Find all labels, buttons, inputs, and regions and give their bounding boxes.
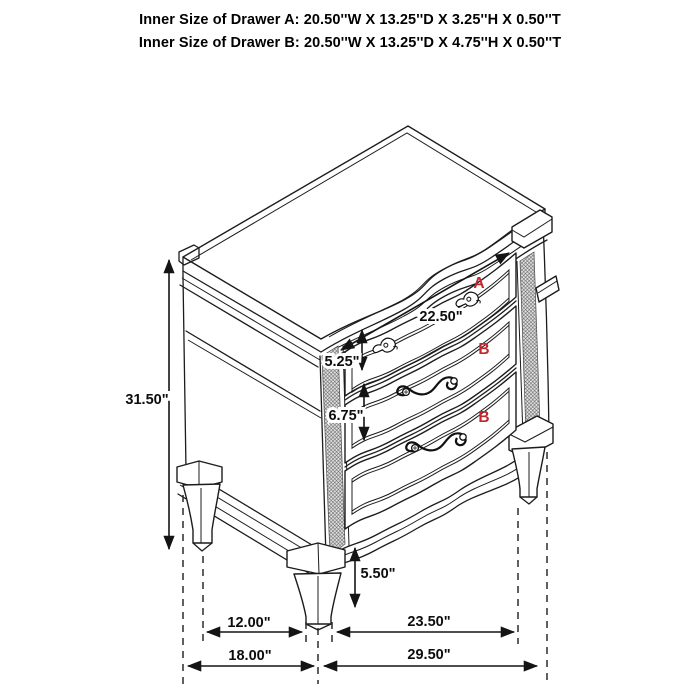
drawer-a-front-height-label: 5.25" bbox=[324, 354, 360, 370]
dimension-overall-width bbox=[324, 647, 537, 666]
dimension-front-leg-spacing bbox=[337, 614, 514, 632]
overall-depth-label: 18.00" bbox=[228, 648, 272, 664]
front-leg-spacing-label: 23.50" bbox=[407, 614, 451, 630]
label-drawer-b-middle: B bbox=[478, 341, 490, 358]
leg-height-label: 5.50" bbox=[360, 566, 396, 582]
dimension-rear-leg-inset-depth bbox=[207, 615, 302, 632]
drawer-front-width-label: 22.50" bbox=[419, 309, 463, 325]
front-left-leg bbox=[287, 543, 345, 630]
overall-width-label: 29.50" bbox=[407, 647, 451, 663]
label-drawer-b-bottom: B bbox=[478, 409, 490, 426]
overall-height-label: 31.50" bbox=[125, 392, 169, 408]
front-right-leg bbox=[512, 447, 545, 504]
dimension-overall-height bbox=[125, 260, 169, 549]
drawer-a-inner-size: Inner Size of Drawer A: 20.50''W X 13.25''D X 3.25''H X 0.50''T bbox=[139, 12, 561, 28]
dimension-overall-depth bbox=[188, 648, 314, 666]
rear-leg-inset-depth-label: 12.00" bbox=[227, 615, 271, 631]
drawer-b-inner-size: Inner Size of Drawer B: 20.50''W X 13.25''D X 4.75''H X 0.50''T bbox=[138, 35, 562, 51]
label-drawer-a: A bbox=[473, 275, 485, 292]
drawer-b-front-height-label: 6.75" bbox=[328, 408, 364, 424]
